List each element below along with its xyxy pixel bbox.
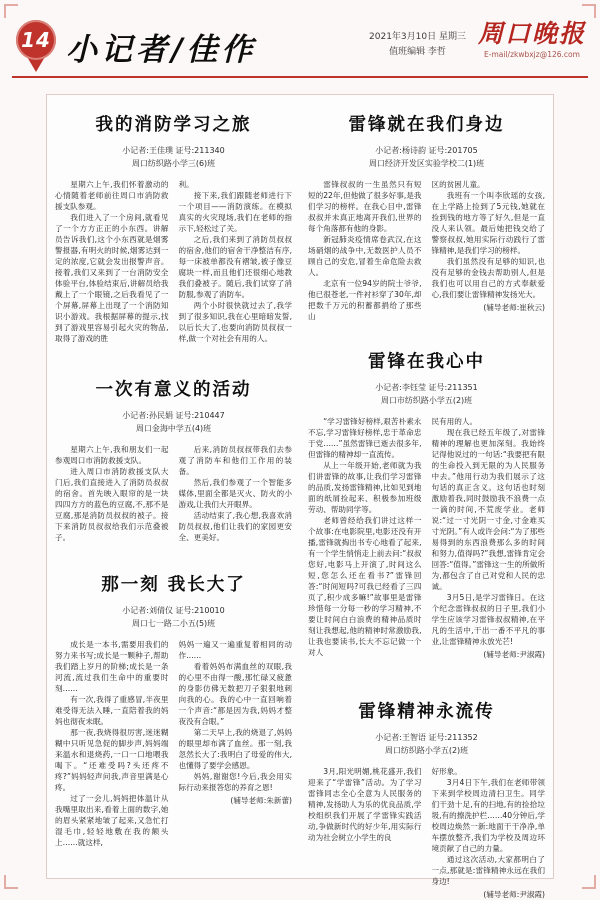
page-number-badge (14, 20, 58, 78)
body-column-2 (179, 444, 293, 543)
paragraph: 两个小时很快就过去了,我学到了很多知识,我在心里暗暗发誓,以后长大了,也要向消防员叔叔一样,做一个对社会有用的人。 (178, 301, 292, 343)
paragraph: 之后,我们来到了消防员叔叔的宿舍,他们的宿舍干净整洁有序,每一床被单都没有褶皱,被子像豆腐块一样,而且他们还很细心地教我们叠被子。随后,我们试穿了消防服,参观了消防车。 (178, 235, 292, 299)
paragraph: 有一次,我得了重感冒,半夜里难受得无法入睡,一直陪着我的妈妈也彻夜未眠。 (55, 695, 169, 726)
byline-school: 周口纺织路小学三(6)班 (131, 158, 216, 168)
body-column-1 (308, 766, 422, 900)
masthead-rule (12, 76, 588, 78)
body-column-1 (308, 416, 422, 660)
article-title: 那一刻 我长大了 (101, 575, 246, 595)
paragraph: 活动结束了,我心想,我喜欢消防员叔叔,他们让我们的家园更安全、更美好。 (178, 511, 292, 542)
article-title: 雷锋就在我们身边 (348, 115, 505, 135)
paragraph: 新冠肺炎疫情席卷武汉,在这场硝烟的战争中,无数医护人员不顾自己的安危,冒着生命危险去救人。 (308, 235, 422, 277)
paragraph: “学习雷锋好榜样,艰苦朴素永不忘,学习雷锋好榜样,忠于革命忠于党……”虽然雷锋已逝去很多年,但雷锋的精神却一直流传。 (308, 417, 422, 459)
paragraph: 3月5日,是学习雷锋日。在这个纪念雷锋叔叔的日子里,我们小学生应该学习雷锋叔叔精神,在平凡的生活中,干出一番不平凡的事业,让雷锋精神永放光芒! (431, 593, 545, 646)
article-fire-study-journey (55, 103, 292, 344)
paragraph: 过了一会儿,妈妈把体温计从我嘴里取出来,看着上面的数字,她的眉头紧紧地皱了起来,又急忙打湿毛巾,轻轻地敷在我的额头上……就这样, (55, 794, 169, 847)
article-body (308, 416, 545, 660)
body-column-2 (179, 179, 293, 344)
paragraph: 民有用的人。 (431, 417, 478, 426)
article-body (308, 766, 545, 900)
paragraph: 我们虽然没有足够的知识,也没有足够的金钱去帮助别人,但是我们也可以用自己的方式奉献爱心,我们要让雷锋精神发扬光大。 (431, 257, 545, 299)
tutor-credit: (辅导老师:尹淑霞) (483, 650, 545, 659)
issue-date: 2021年3月10日 星期三 (369, 32, 466, 42)
article-byline (55, 605, 292, 630)
paragraph: 区的贫困儿童。 (431, 180, 485, 189)
crop-mark-icon (4, 875, 18, 889)
crop-mark-icon (582, 875, 596, 889)
paragraph: 成长是一本书,需要用我们的努力来书写;成长是一颗种子,帮助我们踏上岁月的阶梯;成长是一条河流,流过我们生命中的重要时刻…… (55, 640, 169, 693)
article-byline (55, 145, 292, 170)
paragraph: 后来,消防员叔叔带我们去参观了消防车和他们工作用的装备。 (178, 445, 292, 476)
body-column-1 (308, 179, 422, 322)
byline-school: 周口纺织路小学五(2)班 (384, 745, 469, 755)
body-column-1 (55, 179, 169, 344)
paragraph: 那一夜,我烧得很厉害,迷迷糊糊中只听见急促的脚步声,妈妈端来温水和退烧药,一口一口地喂我喝下。“还难受吗?头还疼不疼?”妈妈轻声问我,声音里满是心疼。 (55, 728, 169, 792)
paragraph: 从上一年级开始,老师就为我们讲雷锋的故事,让我们学习雷锋的品质,发扬雷锋精神,比如见到地面的纸屑捡起来、积极参加班级劳动、帮助同学等。 (308, 461, 422, 514)
body-column-2 (179, 639, 293, 848)
paper-name: 周口晚报 (477, 19, 586, 48)
article-body (55, 179, 292, 344)
paragraph: 我班有一个叫李欣瑶的女孩,在上学路上捡到了5元钱,她就在捡到钱的地方等了好久,但是一直没人来认领。最后她把钱交给了警察叔叔,她用实际行动践行了雷锋精神,是我们学习的榜样。 (431, 191, 545, 255)
page-column-right (308, 99, 545, 899)
article-byline (55, 410, 292, 435)
body-column-1 (55, 444, 169, 543)
article-body (55, 444, 292, 543)
article-title: 我的消防学习之旅 (95, 115, 252, 135)
paper-email: E-mail/zkwbxjz@126.com (484, 50, 580, 59)
page-number: 14 (21, 28, 51, 52)
byline-reporter: 小记者:王佳璞 证号:211340 (122, 146, 225, 155)
byline-school: 周口经济开发区实验学校二(1)班 (368, 158, 485, 168)
byline-reporter: 小记者:李钰莹 证号:211351 (375, 383, 478, 392)
paragraph: 我们进入了一个房间,就看见了一个方方正正的小东西。讲解员告诉我们,这个小东西就是烟雾警报器,有明火的时候,烟雾达到一定的浓度,它就会发出报警声音。接着,我们又来到了一台消防安全体验平台,体验结束后,讲解员给我戴上了一个眼镜,之后我看见了一个屏幕,屏幕上出现了一个消防知识小游戏。我根据屏幕的提示,找到了游戏里容易引起火灾的物品,取得了游戏的胜 (55, 213, 169, 343)
byline-reporter: 小记者:孙民娟 证号:210447 (122, 411, 225, 420)
body-column-2 (432, 766, 546, 900)
paper-block (478, 20, 586, 59)
paragraph: 3月,阳光明媚,桃花盛开,我们迎来了“学雷锋”活动。为了学习雷锋同志全心全意为人民服务的精神,发扬助人为乐的优良品质,学校组织我们开展了学雷锋实践活动,争做新时代的好少年,用实际行动为社会树立小学生的良 (308, 767, 422, 842)
tutor-credit: (辅导老师:朱新蕾) (230, 796, 292, 805)
paragraph: 接下来,我们跟随老师进行下一个项目——消防演练。在模拟真实的火灾现场,我们在老师的指示下,轻松过了关。 (178, 191, 292, 233)
article-title: 一次有意义的活动 (95, 380, 252, 400)
byline-school: 周口市纺织路小学五(2)班 (380, 395, 473, 405)
content-frame (46, 94, 554, 899)
article-byline (308, 145, 545, 170)
paragraph: 利。 (178, 180, 194, 189)
tutor-credit: (辅导老师:尹淑霞) (483, 890, 545, 899)
byline-reporter: 小记者:杨诗韵 证号:201705 (375, 146, 478, 155)
article-leifeng-around-us (308, 103, 545, 322)
byline-school: 周口金海中学五(4)班 (135, 423, 212, 433)
article-byline (308, 382, 545, 407)
article-title: 雷锋在我心中 (368, 352, 485, 372)
paragraph: 北京有一位94岁的院士爷爷,他已很苍老,一件衬衫穿了30年,却把数千万元的积蓄都捐给了那些山 (308, 279, 422, 321)
paragraph: 好形象。 (431, 767, 462, 776)
duty-editor: 值班编辑 李哲 (389, 47, 446, 57)
article-leifeng-in-my-heart (308, 340, 545, 660)
tutor-credit: (辅导老师:崔秋云) (483, 303, 545, 312)
paragraph: 看着妈妈布满血丝的双眼,我的心里不由得一酸,那忙碌又疲惫的身影仿佛无数把刀子狠狠地刺向我的心。我的心中一直回响着一个声音:“都是因为我,妈妈才整夜没有合眼。” (178, 662, 292, 726)
paragraph: 星期六上午,我和朋友们一起参观周口市消防救援支队。 (55, 445, 169, 465)
byline-school: 周口七一路二小五(5)班 (131, 618, 216, 628)
article-that-moment-i-grew-up (55, 563, 292, 848)
paragraph: 进入周口市消防救援支队大门后,我们直接进入了消防员叔叔的宿舍。首先映入眼帘的是一块四四方方的蓝色的豆腐,不,那不是豆腐,那是消防员叔叔的被子。接下来消防员叔叔给我们示范叠被子。 (55, 467, 169, 542)
article-title: 雷锋精神永流传 (358, 702, 495, 722)
section-title: 小记者/佳作 (66, 32, 257, 68)
article-meaningful-activity (55, 368, 292, 543)
paragraph: 然后,我们参观了一个智能多媒体,里面全都是灭火、防火的小游戏,让我们大开眼界。 (178, 478, 292, 509)
body-column-2 (432, 179, 546, 322)
masthead (0, 0, 600, 78)
byline-reporter: 小记者:刘倩仪 证号:210010 (122, 606, 225, 615)
date-block (369, 30, 466, 60)
paragraph: 3月4日下午,我们在老师带领下来到学校周边清扫卫生。同学们干劲十足,有的扫地,有的捡拾垃圾,有的擦洗护栏……40分钟后,学校周边焕然一新:地面干干净净,单车摆放整齐,我们为学校及周边环境贡献了自己的力量。 (431, 778, 545, 853)
article-body (55, 639, 292, 848)
paragraph: 第二天早上,我的烧退了,妈妈的眼里却布满了血丝。那一刻,我忽然长大了:我明白了母爱的伟大,也懂得了要学会感恩。 (178, 728, 292, 770)
article-byline (308, 732, 545, 757)
paragraph: 妈妈,谢谢您!今后,我会用实际行动来报答您的养育之恩! (178, 772, 292, 792)
paragraph: 妈妈一遍又一遍重复着相同的动作…… (178, 640, 292, 660)
masthead-right (369, 20, 586, 60)
byline-reporter: 小记者:王智语 证号:211352 (375, 733, 478, 742)
body-column-1 (55, 639, 169, 848)
paragraph: 通过这次活动,大家都明白了一点,那就是:雷锋精神永远在我们身边! (431, 855, 545, 886)
page-column-left (55, 99, 292, 874)
paragraph: 雷锋叔叔的一生虽然只有短短的22年,但他做了很多好事,是我们学习的榜样。在我心目中,雷锋叔叔并未真正地离开我们,世界的每个角落都有他的身影。 (308, 180, 422, 233)
paragraph: 现在我已经五年级了,对雷锋精神的理解也更加深刻。我始终记得他说过的一句话:“我要把有限的生命投入到无限的为人民服务中去。”他用行动为我们展示了这句话的真正含义。这句话也时刻激励着我,同时鼓励我不浪费一点一滴的时间,不荒废学业。老师说:“过一寸光阴一寸金,寸金难买寸光阴。”有人或许会问:“为了那些易得到的东西浪费那么多的时间和努力,值得吗?”我想,雷锋肯定会回答:“值得。”雷锋这一生的所做所为,都包含了自己对党和人民的忠诚。 (431, 428, 545, 591)
paragraph: 星期六上午,我们怀着激动的心情随着老师前往周口市消防救援支队参观。 (55, 180, 169, 211)
article-body (308, 179, 545, 322)
paragraph: 老师曾经给我们讲过这样一个故事:在电影院里,电影还没有开播,雷锋就掏出书专心地看了起来,有一个学生悄悄走上前去问:“叔叔您好,电影马上开演了,时间这么短,您怎么还在看书?”雷锋回答:“时间短吗?可我已经看了三四页了,积少成多嘛!”故事里是雷锋珍惜每一分每一秒的学习精神,不要让时间白白浪费的精神品质时刻让我想起,他的精神时常激励我,让我也要读书,长大不忘记做一个对人 (308, 516, 422, 657)
body-column-2 (432, 416, 546, 660)
article-leifeng-spirit-forever (308, 690, 545, 900)
